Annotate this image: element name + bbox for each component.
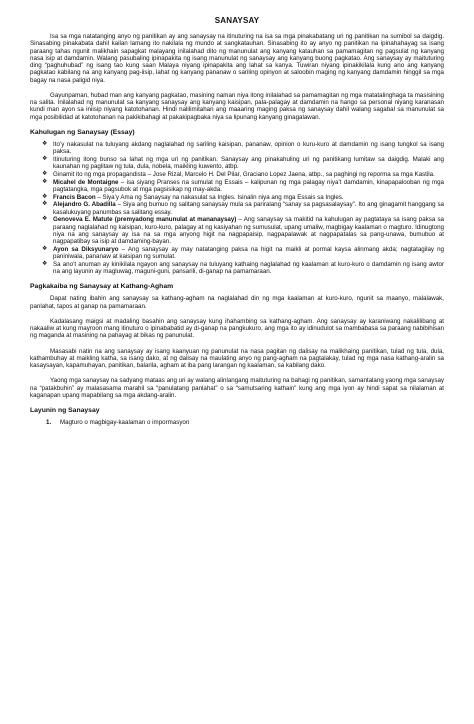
comparison-paragraph-4: Yaong mga sanaysay na sadyang mataas ang uri ay walang alinlangang maituturing na bahagi ng panitikan, samantalang yaong mga sanaysay na “patakbuhin” ay malasasama marahil sa “panulatang panlahat” o sa “samutsaring kathain” kung ang mga iyon ay hindi sapat sa nilalaman at kaganapan upang mapabilang sa mga akdang-aralin.	[30, 377, 444, 399]
list-item-term: Francis Bacon	[53, 193, 96, 201]
section-heading-comparison: Pagkakaiba ng Sanaysay at Kathang-Agham	[30, 283, 174, 291]
list-item-text: – Siya’y Ama ng Sanaysay na nakasulat sa Ingles. Isinalin niya ang mga Essais sa Ingles.	[95, 193, 344, 201]
intro-paragraph-2: Gayunpaman, hubad man ang kanyang pagkatao, masining naman niya itong inilalahad sa pamamagitan ng mga matatalinghaga ta masisining na salita. Inilalahad ng manunulat sa kanyang sanaysay ang kanyang kaisipan, pala-palagay at damdamin na hango sa personal niyang karanasan kundi man ayon sa iniisip niyang katotohanan. Hindi nalilimitahan ang maaaring maging paksa ng sanaysay dahil walang sagabal sa manunulat sa mga posibilidad at katotohanan na pakikibahagi at pakakipagbaka niya sa lipunang kanyang ginagalawan.	[30, 91, 444, 121]
comparison-paragraph-3: Masasabi natin na ang sanaysay ay isang kaanyuan ng panunulat na nasa pagitan ng dalisay na malikhaing panitikan, tulad ng tula, dula, kathambuhay at maikling katha, sa isang dako, at ng dalisay na maulating anyo ng pang-agham na pagtalakay, tulad ng mga nasa kathang-aralin sa kasaysayan, kapamuhayan, panitikan, balarila, agham at iba pang larangan ng kaalaman, sa kabilang dako.	[30, 347, 444, 369]
list-item-term: Alejandro G. Abadilla	[53, 201, 116, 209]
list-item	[46, 419, 444, 426]
diamond-bullet-icon: ❖	[42, 216, 48, 223]
list-item-text: Ginamit ito ng mga propagandista – Jose Rizal, Marcelo H. Del Pilar, Graciano Lopez Jaena, atbp., sa paghingi ng reporma sa mga Kastila.	[53, 170, 435, 178]
intro-paragraph-1: Isa sa mga natatanging anyo ng panitikan ay ang sanaysay na itinuturing na isa sa mga pinakabatang uri ng panitikan na sumibol sa daigdig. Sinasabing pinakabata dahil kailan lamang ito nakilala ng mundo at sangkatauhan. Sinasabing ito ay anyo ng panitikan na ipinahahayag sa isang paraang tahas ngunit malikhain sapagkat malayang inilalahad dito ng manunulat ang kanyang katauhan sa pamamagitan ng pagsulat ng kanyang nasa isip at damdamin. Walang pasubaling ipinapakita ng isang manunulat ng sanaysay ang kanyang buong pagkatao. Ang sanaysay ay maituturing ding “paghuhubad” ng isang tao kung saan Malaya niyang ipinapakita ang lahat sa kanya. Tuwiran niyang ipinakikilala kung ano ang kanyang pagkatao kabilang na ang kanyang pag-iisip, lahat ng kanyang pananaw o sariling opinyon at saloobin maging ng kanyang damdamin hinggil sa mga bagay na nasa paligid niya.	[30, 33, 444, 84]
definition-list	[30, 141, 444, 276]
section-heading-definition: Kahulugan ng Sanaysay (Essay)	[30, 128, 135, 136]
diamond-bullet-icon: ❖	[42, 245, 48, 252]
list-item	[42, 201, 444, 216]
list-item	[42, 179, 444, 194]
list-item-term: Micahel de Montaigne	[53, 178, 119, 186]
list-item	[42, 216, 444, 245]
comparison-section	[30, 283, 444, 399]
purpose-section	[30, 407, 444, 426]
list-item-term: Ayon sa Diksyunaryo	[53, 245, 119, 253]
list-item-text: – Siya ang bumuo ng salitang sanaysay mula sa pariralang “sanay sa pagsasalaysay”. Ito ang ginagamit hanggang sa kasalukuyang panumbas sa salitang essay.	[53, 201, 445, 216]
list-item-text: Sa ano’t anuman ay kinikilala ngayon ang sanaysay na tuluyang kathaing naglalahad ng kaalaman at kuro-kuro o damdamin ng isang awtor na ang layunin ay magluwag, maguni-guni, pansarili, di-ganap na pamamaraan.	[53, 260, 444, 275]
definition-section	[30, 129, 444, 276]
diamond-bullet-icon: ❖	[42, 170, 48, 177]
list-item-number: 1.	[46, 419, 52, 426]
list-item-term: Genoveva E. Matute (premyadong manunulat at mananaysay)	[53, 216, 237, 224]
diamond-bullet-icon: ❖	[42, 178, 48, 185]
list-item	[42, 156, 444, 171]
list-item-text: – isa siyang Pranses na sumulat ng Essais – kalipunan ng mga palagay niya’t damdamin, kinapapalooban ng mga pagtatangka, mga pagsubok at mga pagsisikap ng may-akda.	[53, 178, 444, 193]
list-item-text: – Ang sanaysay ay may natatanging paksa na higit na maikli at pormal kaysa alinmang akda; nagtatagilay ng paniniwala, pananaw at kaisipan ng sumulat.	[53, 245, 445, 260]
list-item	[42, 141, 444, 156]
section-heading-purpose: Layunin ng Sanaysay	[30, 407, 100, 414]
list-item-text: Ito’y nakasulat na tuluyang akdang naglalahad ng sariling kaisipan, pananaw, opinion o kuru-kuro at damdamin ng isang tungkol sa isang paksa.	[53, 140, 444, 155]
list-item	[42, 261, 444, 276]
list-item	[42, 246, 444, 261]
diamond-bullet-icon: ❖	[42, 193, 48, 200]
comparison-paragraph-1: Dapat nating ibahin ang sanaysay sa kathang-agham na naglalahad din ng mga kaalaman at kuro-kuro, ngunit sa maanyo, malalawak, panlahat, tapos at ganap na pamamaraan.	[30, 295, 444, 310]
diamond-bullet-icon: ❖	[42, 140, 48, 147]
diamond-bullet-icon: ❖	[42, 155, 48, 162]
list-item-text: – Ang sanaysay sa makitid na kahulugan ay pagtataya sa isang paksa sa paraang naglalahad ng kaisipan, kuro-kuro, palagay at ng kasiyahan ng sumusulat, upang umaliw, magbigay kaalaman o magturo. Idinugtong niya na ang sanaysay ay isa na sa mga anyong higit na nagpapaisip, nagpapalawak at nagpapatalas sa pang-unawa, bumubuo at nagpapatibay sa isip at damdaming-bayan.	[53, 216, 444, 245]
diamond-bullet-icon: ❖	[42, 201, 48, 208]
list-item	[42, 194, 444, 201]
comparison-paragraph-2: Kadalasang maigsi at madaling basahin ang sanaysay kung ihahambing sa kathang-agham. Ang sanaysay ay karaniwang nakalilibang at nakaaliw at kung mayroon mang itinuturo o ipinababatid ay di-ganap na pangkukuro, ang mga ito ay idinudulot sa mambabasa sa paraang nabibihisan ng maganda at masining na pahayag at bikas ng panunulat.	[30, 317, 444, 340]
purpose-list	[30, 419, 444, 426]
page-title: SANAYSAY	[214, 16, 260, 25]
list-item	[42, 171, 444, 178]
list-item-text: Magturo o magbigay-kaalaman o impormasyon	[60, 419, 190, 426]
list-item-text: Itinuturing itong bunso sa lahat ng mga uri ng panitikan. Sanaysay ang pinakahuling uri ng panitikang lumitaw sa daigdig. Malaki ang kaunahan ng paglitaw ng tula, dula, nobela, maikling kuwento, atbp.	[53, 155, 444, 170]
diamond-bullet-icon: ❖	[42, 260, 48, 267]
intro-section	[30, 33, 444, 121]
